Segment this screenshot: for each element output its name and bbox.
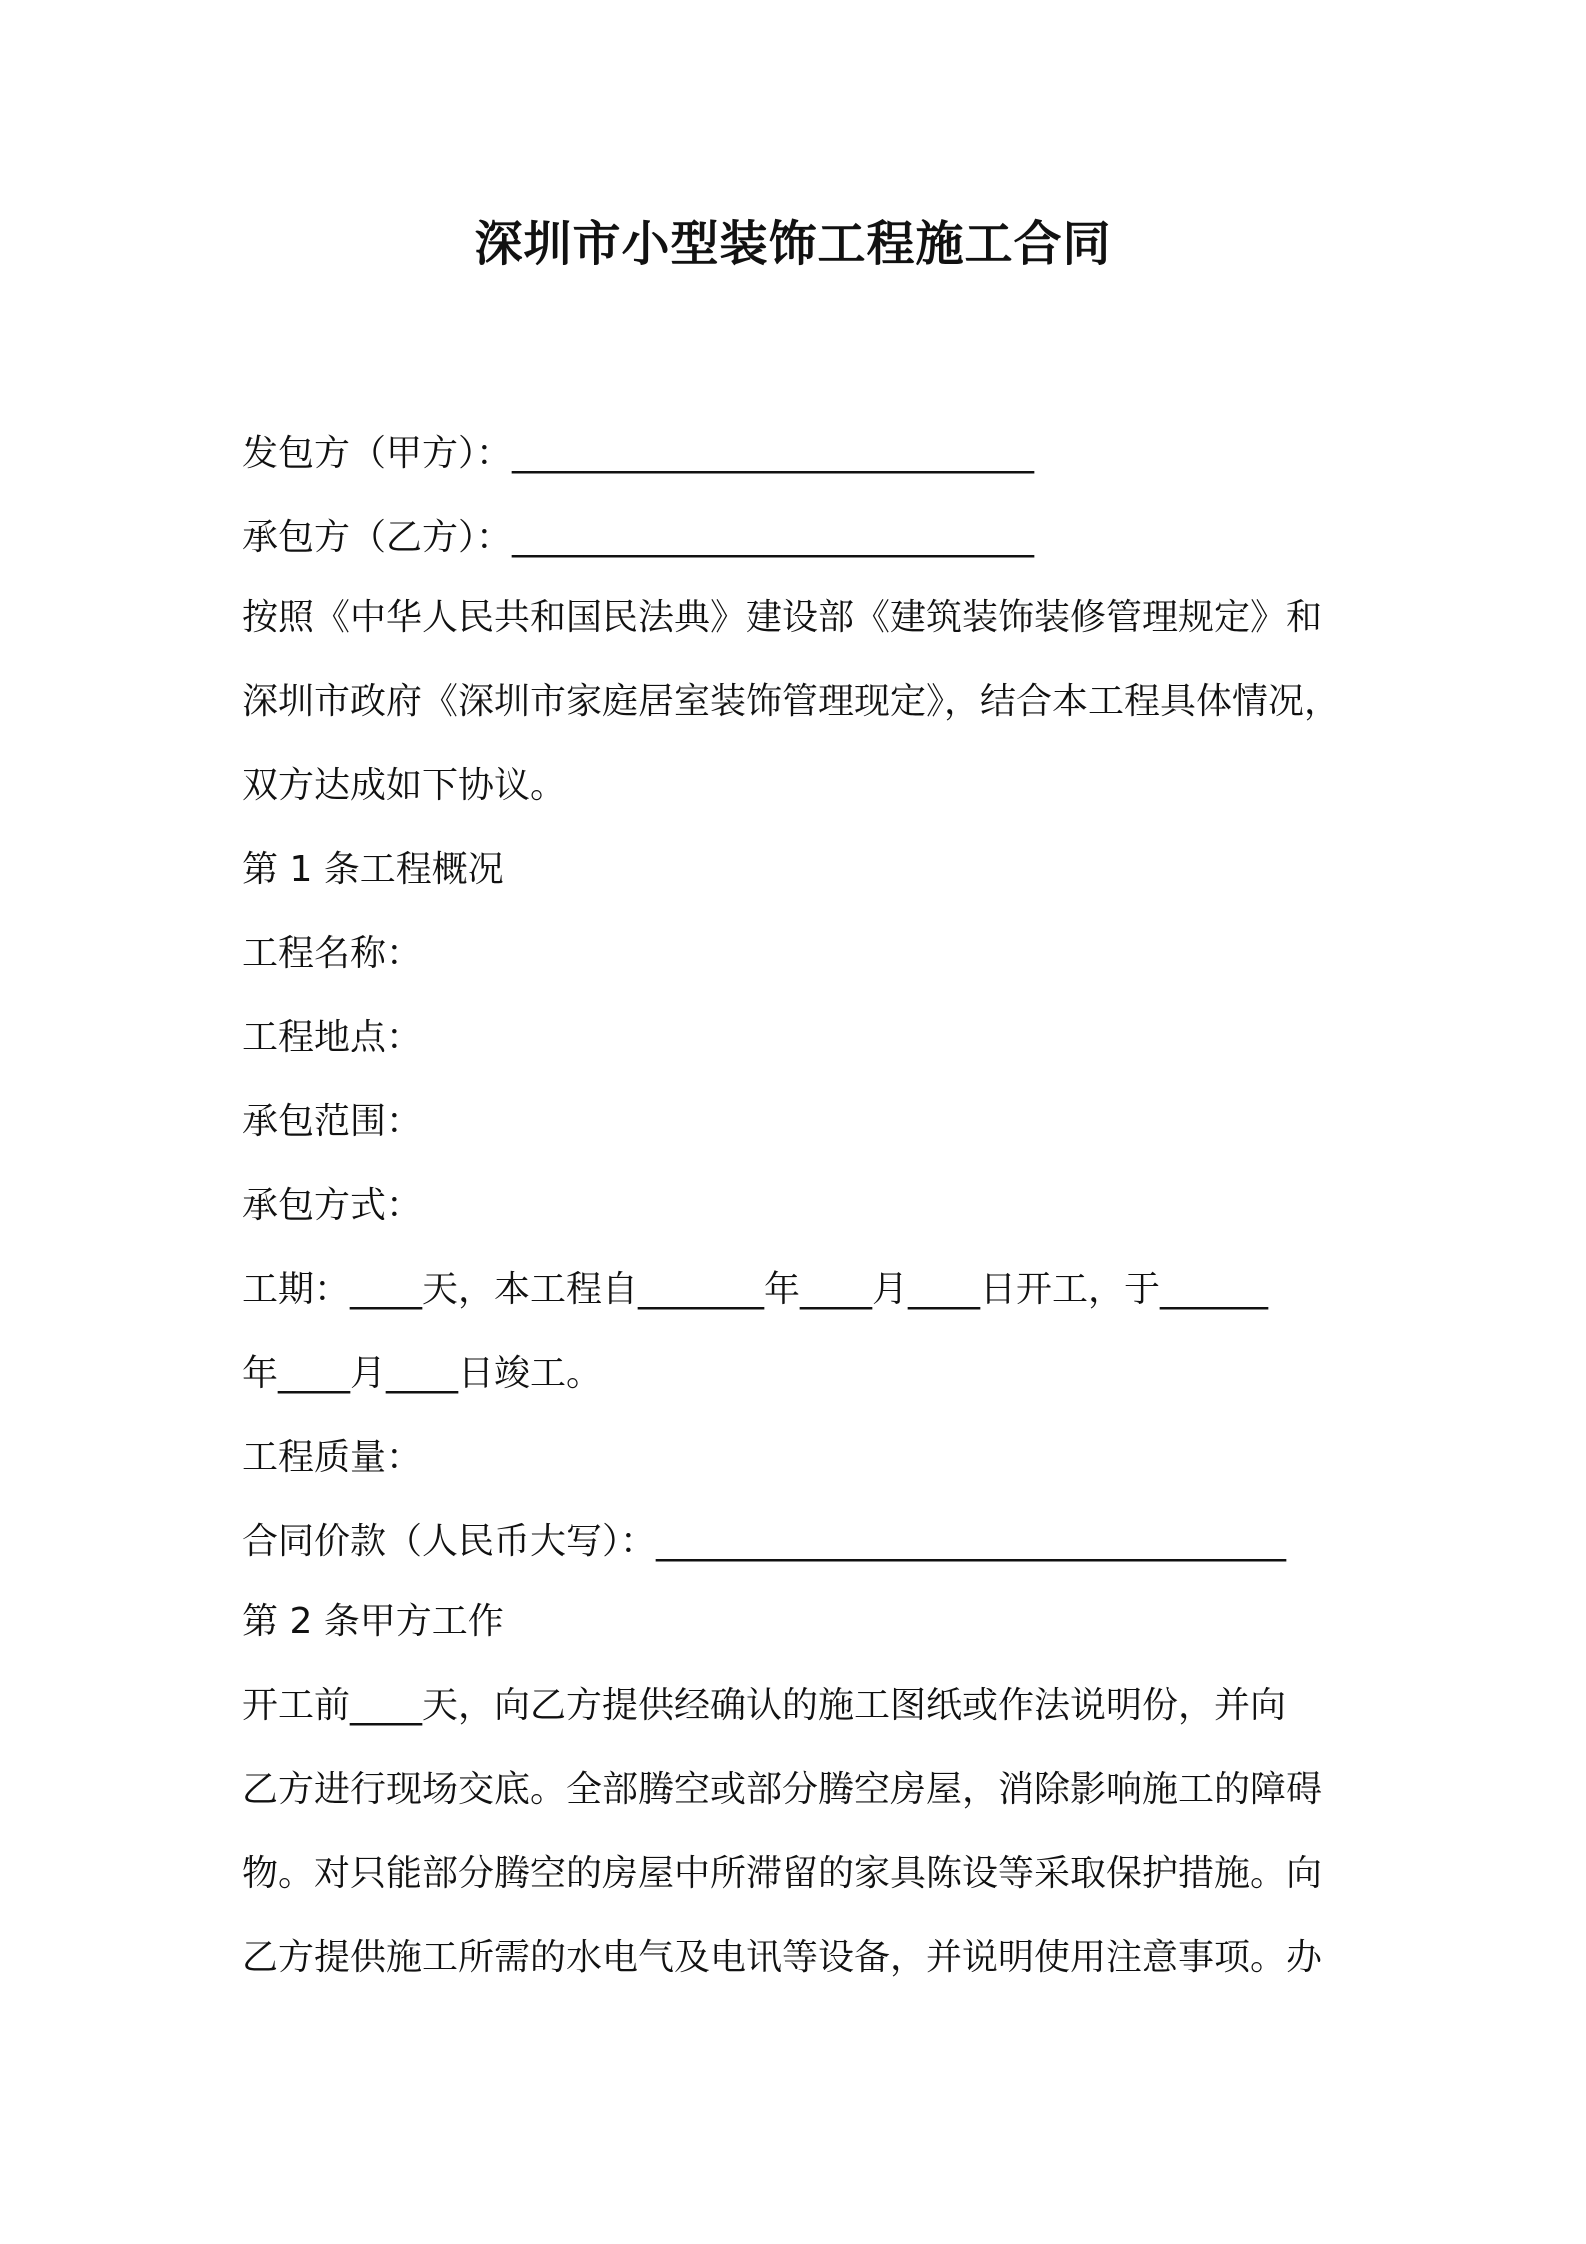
party-a-line: 发包方（甲方）：_____________________________ bbox=[242, 433, 1035, 474]
duration-line-1: 工期：____天，本工程自_______年____月____日开工，于______ bbox=[242, 1269, 1269, 1310]
article-2-line-2: 乙方进行现场交底。全部腾空或部分腾空房屋，消除影响施工的障碍 bbox=[242, 1769, 1323, 1810]
preamble-line-2: 深圳市政府《深圳市家庭居室装饰管理现定》，结合本工程具体情况， bbox=[242, 681, 1341, 722]
preamble-line-1: 按照《中华人民共和国民法典》建设部《建筑装饰装修管理规定》和 bbox=[242, 597, 1323, 638]
project-location-field: 工程地点： bbox=[242, 1017, 423, 1058]
document-body bbox=[242, 412, 1362, 2000]
article-2-line-3: 物。对只能部分腾空的房屋中所滞留的家具陈设等采取保护措施。向 bbox=[242, 1853, 1323, 1894]
article-2-heading: 第 2 条甲方工作 bbox=[242, 1601, 504, 1642]
article-2-line-1: 开工前____天，向乙方提供经确认的施工图纸或作法说明份，并向 bbox=[242, 1685, 1287, 1726]
document-title: 深圳市小型装饰工程施工合同 bbox=[474, 216, 1112, 272]
project-name-field: 工程名称： bbox=[242, 933, 423, 974]
article-1-heading: 第 1 条工程概况 bbox=[242, 849, 504, 890]
quality-field: 工程质量： bbox=[242, 1437, 423, 1478]
contract-scope-field: 承包范围： bbox=[242, 1101, 423, 1142]
contract-method-field: 承包方式： bbox=[242, 1185, 423, 1226]
article-2-line-4: 乙方提供施工所需的水电气及电讯等设备，并说明使用注意事项。办 bbox=[242, 1937, 1323, 1978]
duration-line-2: 年____月____日竣工。 bbox=[242, 1353, 603, 1394]
party-b-line: 承包方（乙方）：_____________________________ bbox=[242, 517, 1035, 558]
preamble-line-3: 双方达成如下协议。 bbox=[242, 765, 567, 806]
contract-price-field: 合同价款（人民币大写）：___________________________________ bbox=[242, 1521, 1287, 1562]
